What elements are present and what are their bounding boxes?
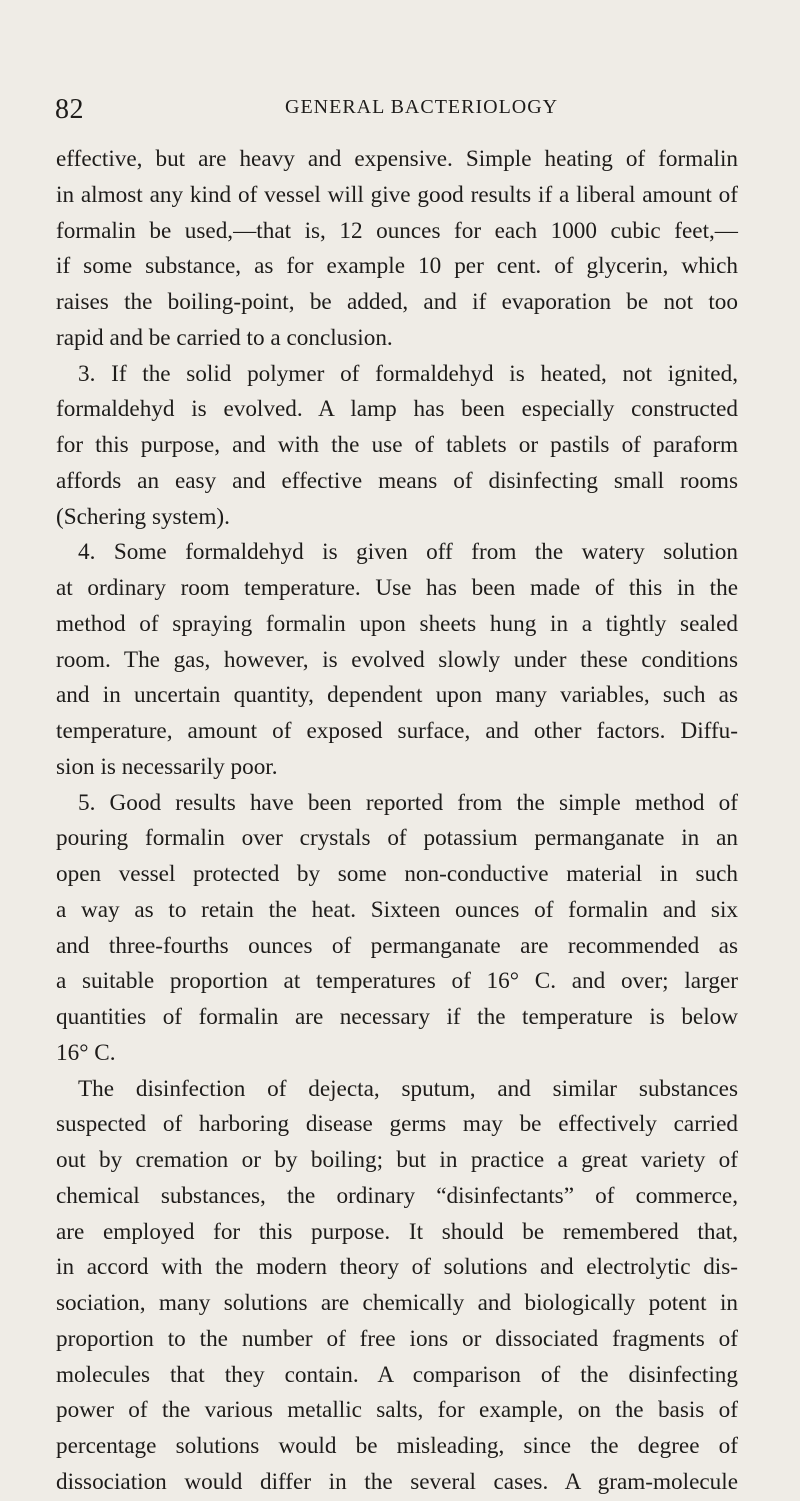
text-line: The disinfection of dejecta, sputum, and similar substances — [78, 1075, 738, 1102]
text-line: out by cremation or by boiling; but in practice a great variety of — [56, 1147, 738, 1173]
body-text — [56, 142, 738, 1501]
text-line: quantities of formalin are necessary if the temperature is below — [56, 1004, 738, 1030]
text-line: room. The gas, however, is evolved slowly under these conditions — [56, 646, 738, 673]
text-line: chemical substances, the ordinary “disinfectants” of commerce, — [56, 1182, 738, 1209]
text-line: 16° C. — [56, 1039, 116, 1066]
text-line: in almost any kind of vessel will give good results if a liberal amount of — [56, 181, 738, 208]
text-line: temperature, amount of exposed surface, and other factors. Diffu- — [56, 718, 738, 744]
text-line: in accord with the modern theory of solutions and electrolytic dis- — [56, 1254, 738, 1281]
text-line: at ordinary room temperature. Use has been made of this in the — [56, 575, 738, 601]
text-line: rapid and be carried to a conclusion. — [56, 324, 393, 351]
text-line: dissociation would differ in the several cases. A gram-molecule — [56, 1468, 738, 1495]
text-line: and in uncertain quantity, dependent upon many variables, such as — [56, 682, 738, 709]
text-line: molecules that they contain. A comparison of the disinfecting — [56, 1361, 738, 1388]
text-line: a way as to retain the heat. Sixteen ounces of formalin and six — [56, 896, 738, 923]
text-line: method of spraying formalin upon sheets hung in a tightly sealed — [56, 610, 738, 637]
text-line: a suitable proportion at temperatures of 16° C. and over; larger — [56, 968, 738, 995]
text-line: affords an easy and effective means of disinfecting small rooms — [56, 467, 738, 494]
text-line: are employed for this purpose. It should be remembered that, — [56, 1218, 738, 1245]
text-line: sion is necessarily poor. — [56, 753, 278, 780]
text-line: suspected of harboring disease germs may be effectively carried — [56, 1111, 738, 1138]
text-line: percentage solutions would be misleading, since the degree of — [56, 1433, 738, 1459]
text-line: effective, but are heavy and expensive. Simple heating of formalin — [56, 146, 738, 172]
text-line: 5. Good results have been reported from the simple method of — [78, 789, 738, 816]
text-line: proportion to the number of free ions or dissociated fragments of — [56, 1325, 738, 1352]
text-line: 4. Some formaldehyd is given off from the watery solution — [78, 539, 738, 566]
running-head: GENERAL BACTERIOLOGY — [285, 96, 559, 118]
text-line: raises the boiling-point, be added, and if evaporation be not too — [56, 289, 738, 315]
text-line: and three-fourths ounces of permanganate are recommended as — [56, 932, 738, 959]
text-line: if some substance, as for example 10 per cent. of glycerin, which — [56, 253, 738, 280]
text-line: sociation, many solutions are chemically and biologically potent in — [56, 1290, 738, 1316]
text-line: pouring formalin over crystals of potassium permanganate in an — [56, 825, 738, 852]
page-number: 82 — [55, 94, 84, 125]
text-line: power of the various metallic salts, for example, on the basis of — [56, 1397, 738, 1424]
text-line: (Schering system). — [56, 503, 230, 530]
text-line: for this purpose, and with the use of tablets or pastils of paraform — [56, 432, 738, 458]
text-line: formalin be used,—that is, 12 ounces for each 1000 cubic feet,— — [56, 217, 738, 244]
text-line: 3. If the solid polymer of formaldehyd is heated, not ignited, — [78, 360, 738, 387]
text-line: open vessel protected by some non-conductive material in such — [56, 861, 738, 887]
text-line: formaldehyd is evolved. A lamp has been especially constructed — [56, 396, 738, 423]
